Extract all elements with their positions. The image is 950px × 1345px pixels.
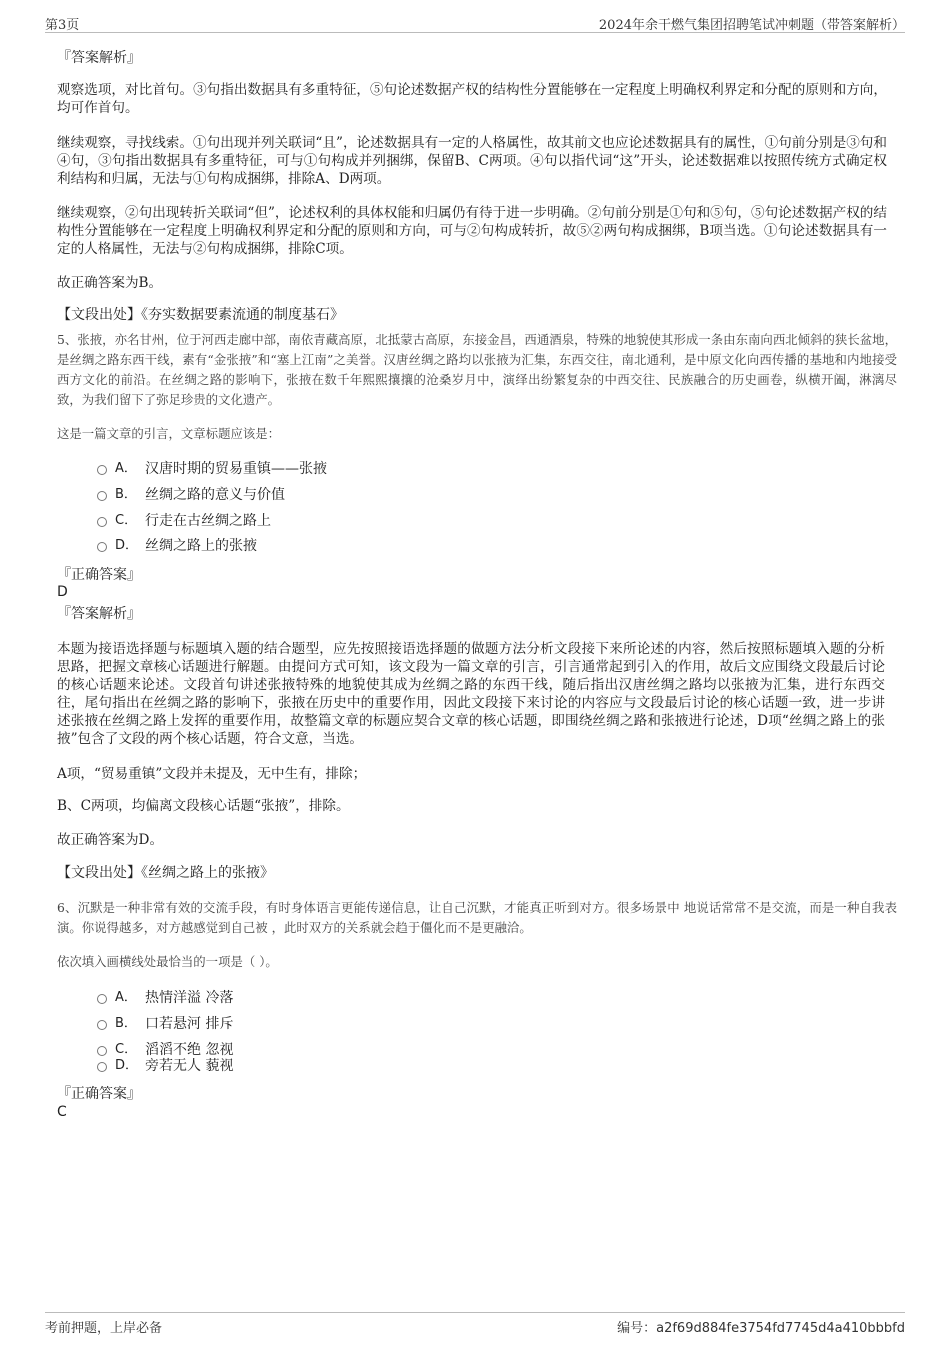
correct-answer: C (57, 1104, 67, 1120)
option-text: 行走在古丝绸之路上 (145, 513, 271, 529)
analysis-paragraph: 继续观察，寻找线索。①句出现并列关联词“且”，论述数据具有一定的人格属性，故其前文也应论述数据具有的属性，①句前分别是③句和④句，③句指出数据具有多重特征，可与①句构成并列捆绑，保留B、C两项。④句以指代词“这”开头，论述数据难以按照传统方式确定权利结构和归属，无法与①句构成捆绑，排除A、D两项。 (57, 135, 887, 187)
footer-slogan: 考前押题，上岸必备 (45, 1321, 163, 1336)
page-footer (45, 1312, 905, 1337)
document-title: 2024年余干燃气集团招聘笔试冲刺题（带答案解析） (598, 18, 905, 33)
page-header (45, 12, 905, 33)
correct-answer-label: 『正确答案』 (57, 567, 141, 583)
radio-icon[interactable] (97, 1062, 107, 1072)
question-stem: 这是一篇文章的引言，文章标题应该是： (57, 426, 281, 441)
option-letter: A． (115, 461, 137, 476)
option-text: 旁若无人 藐视 (145, 1058, 234, 1074)
analysis-paragraph: A项，“贸易重镇”文段并未提及，无中生有，排除； (57, 766, 367, 782)
code-label: 编号： (617, 1321, 657, 1336)
option-text: 汉唐时期的贸易重镇——张掖 (145, 461, 327, 477)
radio-icon[interactable] (97, 1020, 107, 1030)
option-letter: D． (115, 1058, 139, 1073)
correct-answer-label: 『正确答案』 (57, 1086, 141, 1102)
answer-conclusion: 故正确答案为D。 (57, 832, 164, 848)
radio-icon[interactable] (97, 994, 107, 1004)
analysis-paragraph: 继续观察，②句出现转折关联词“但”，论述权利的具体权能和归属仍有待于进一步明确。②句前分别是①句和⑤句，⑤句论述数据产权的结构性分置能够在一定程度上明确权利界定和分配的原则和方向，可与②句构成转折，故⑤②两句构成捆绑，B项当选。①句论述数据具有一定的人格属性，无法与②句构成捆绑，排除C项。 (57, 205, 887, 257)
option-letter: B． (115, 1016, 137, 1031)
option-text: 滔滔不绝 忽视 (145, 1042, 234, 1058)
analysis-paragraph: 本题为接语选择题与标题填入题的结合题型，应先按照接语选择题的做题方法分析文段接下来所论述的内容，然后按照标题填入题的分析思路，把握文章核心话题进行解题。由提问方式可知，该文段为一篇文章的引言，引言通常起到引入的作用，故后文应围绕文段最后讨论的核心话题来论述。文段首句讲述张掖特殊的地貌使其成为丝绸之路的东西干线，随后指出汉唐丝绸之路均以张掖为汇集，进行东西交往，尾句指出在丝绸之路的影响下，张掖在历史中的重要作用，因此文段接下来讨论的内容应与文段最后讨论的核心话题一致，进一步讲述张掖在丝绸之路上发挥的重要作用，故整篇文章的标题应契合文章的核心话题，即围绕丝绸之路和张掖进行论述，D项“丝绸之路上的张掖”包含了文段的两个核心话题，符合文意，当选。 (57, 641, 885, 747)
question-passage: 5、张掖，亦名甘州，位于河西走廊中部，南依青藏高原，北抵蒙古高原，东接金昌，西通酒泉，特殊的地貌使其形成一条由东南向西北倾斜的狭长盆地，是丝绸之路东西干线，素有“金张掖”和“塞上江南”之美誉。汉唐丝绸之路均以张掖为汇集，东西交往，南北通利，是中原文化向西传播的基地和内地接受西方文化的前沿。在丝绸之路的影响下，张掖在数千年熙熙攘攘的沧桑岁月中，演绎出纷繁复杂的中西交往、民族融合的历史画卷，纵横开阖，淋漓尽致，为我们留下了弥足珍贵的文化遗产。 (57, 332, 897, 407)
radio-icon[interactable] (97, 517, 107, 527)
code-value: a2f69d884fe3754fd7745d4a410bbbfd (656, 1321, 905, 1336)
option-text: 丝绸之路的意义与价值 (145, 487, 285, 503)
option-letter: C． (115, 513, 138, 528)
correct-answer: D (57, 584, 68, 600)
option-letter: C． (115, 1042, 138, 1057)
option-text: 丝绸之路上的张掖 (145, 538, 257, 554)
analysis-paragraph: 观察选项，对比首句。③句指出数据具有多重特征，⑤句论述数据产权的结构性分置能够在一定程度上明确权利界定和分配的原则和方向，均可作首句。 (57, 82, 887, 116)
document-code (617, 1317, 905, 1336)
analysis-label: 『答案解析』 (57, 50, 141, 66)
radio-icon[interactable] (97, 465, 107, 475)
radio-icon[interactable] (97, 542, 107, 552)
option-letter: D． (115, 538, 139, 553)
source-citation: 【文段出处】《夯实数据要素流通的制度基石》 (57, 307, 344, 323)
question-stem: 依次填入画横线处最恰当的一项是（ ）。 (57, 954, 278, 969)
option-letter: A． (115, 990, 137, 1005)
option-text: 口若悬河 排斥 (145, 1016, 234, 1032)
answer-conclusion: 故正确答案为B。 (57, 275, 163, 291)
option-text: 热情洋溢 冷落 (145, 990, 234, 1006)
analysis-paragraph: B、C两项，均偏离文段核心话题“张掖”，排除。 (57, 798, 350, 814)
source-citation: 【文段出处】《丝绸之路上的张掖》 (57, 865, 274, 881)
page-number: 第3页 (45, 18, 80, 33)
radio-icon[interactable] (97, 1046, 107, 1056)
option-letter: B． (115, 487, 137, 502)
analysis-label: 『答案解析』 (57, 606, 141, 622)
question-passage: 6、沉默是一种非常有效的交流手段，有时身体语言更能传递信息，让自己沉默，才能真正听到对方。很多场景中 地说话常常不是交流，而是一种自我表演。你说得越多，对方越感觉到自己被 ，此时双方的关系就会趋于僵化而不是更融洽。 (57, 900, 897, 935)
radio-icon[interactable] (97, 491, 107, 501)
